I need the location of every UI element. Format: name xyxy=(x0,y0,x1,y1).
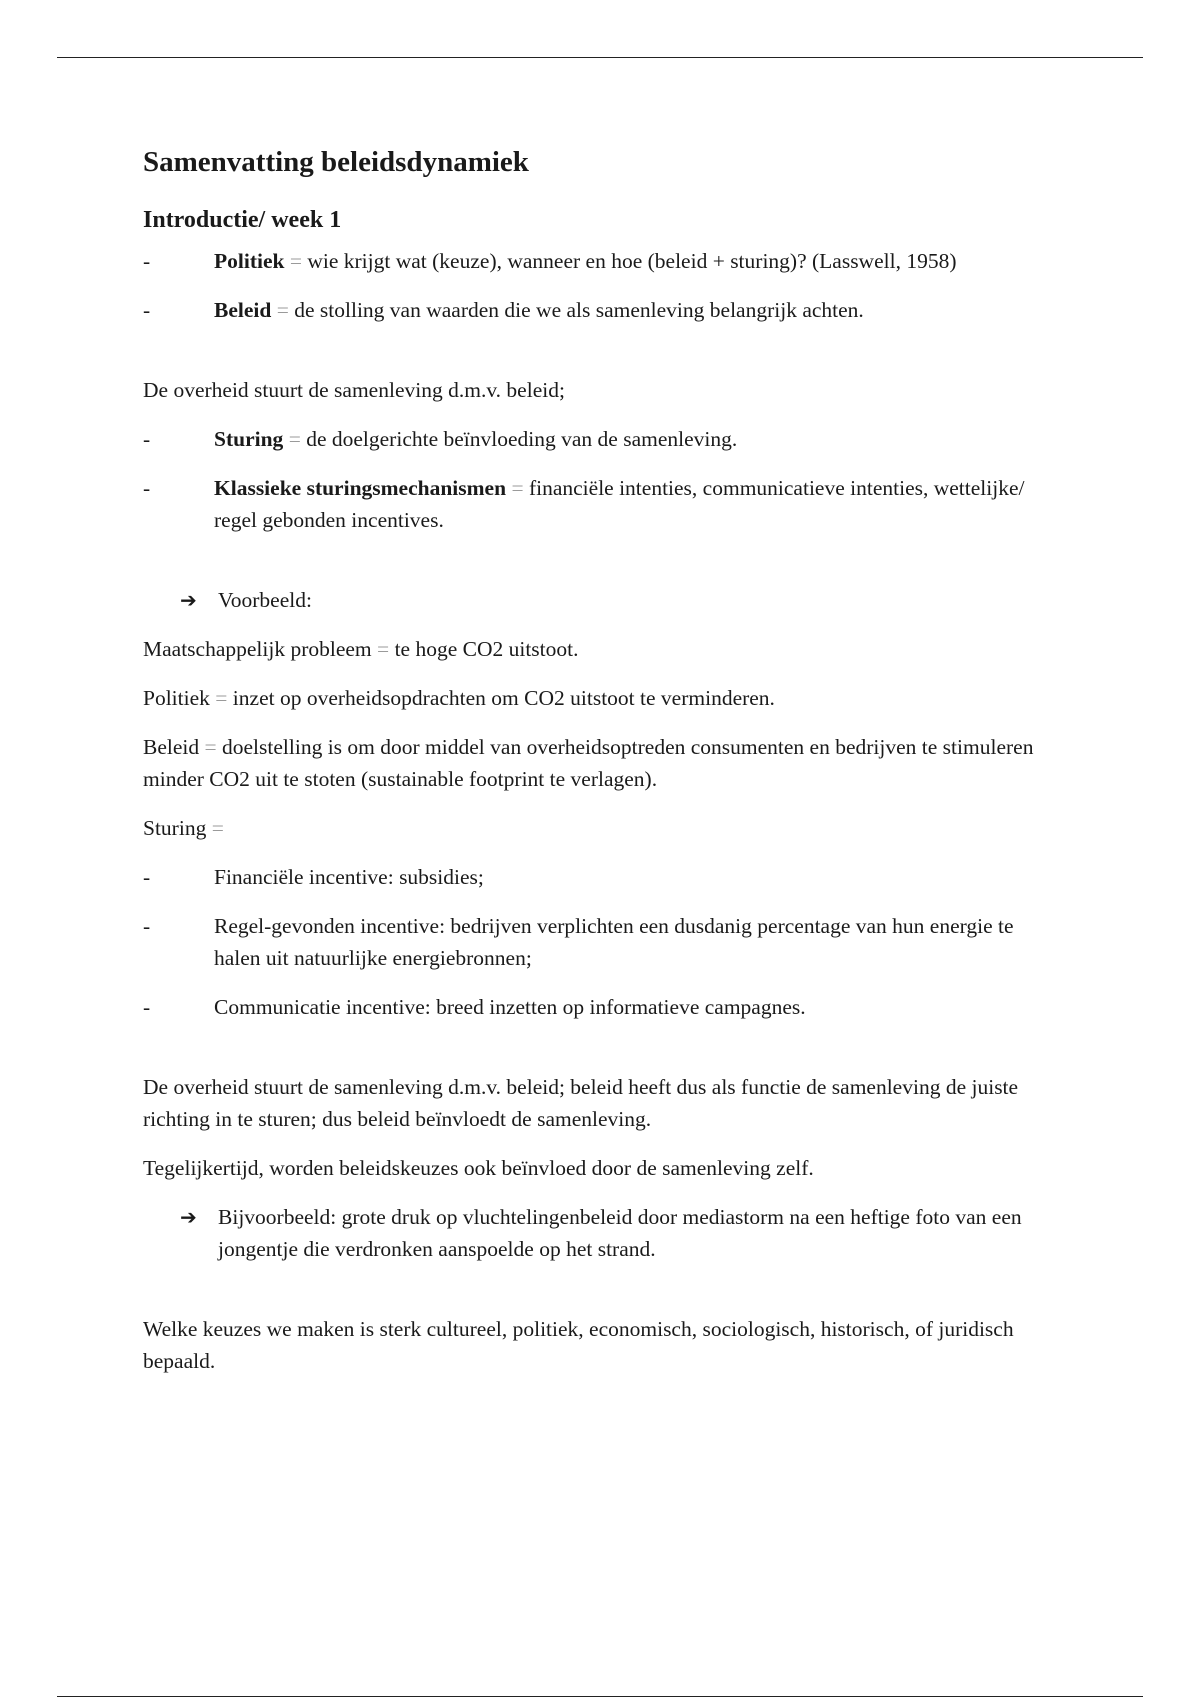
example-line-sturing xyxy=(143,812,1063,844)
list-dash: - xyxy=(143,995,151,1019)
equals-sign: = xyxy=(511,476,524,500)
bijvoorbeeld-bullet xyxy=(143,1201,1063,1265)
incentive-text: Communicatie incentive: breed inzetten op informatieve campagnes. xyxy=(214,995,806,1019)
document-body xyxy=(143,140,1063,1394)
section-heading: Introductie/ week 1 xyxy=(143,207,342,233)
incentive-text: Regel-gevonden incentive: bedrijven verplichten een dusdanig percentage van hun energie te halen uit natuurlijke energiebronnen; xyxy=(214,914,1014,970)
definition-text: de stolling van waarden die we als samenleving belangrijk achten. xyxy=(294,298,864,322)
example-text: inzet op overheidsopdrachten om CO2 uitstoot te verminderen. xyxy=(232,686,775,710)
definition-term: Politiek xyxy=(214,249,285,273)
voorbeeld-bullet xyxy=(143,584,1063,616)
definition-sturing xyxy=(143,423,1063,455)
definition-beleid xyxy=(143,294,1063,326)
definition-politiek xyxy=(143,245,1063,277)
definition-term: Sturing xyxy=(214,427,284,451)
equals-sign: = xyxy=(215,686,228,710)
incentive-item xyxy=(143,861,1063,893)
example-label: Beleid xyxy=(143,735,200,759)
example-text: te hoge CO2 uitstoot. xyxy=(394,637,579,661)
example-label: Maatschappelijk probleem xyxy=(143,637,372,661)
paragraph-tegelijkertijd: Tegelijkertijd, worden beleidskeuzes ook beïnvloed door de samenleving zelf. xyxy=(143,1156,814,1180)
bijvoorbeeld-text: Bijvoorbeeld: grote druk op vluchtelingenbeleid door mediastorm na een heftige foto van een jongentje die verdronken aanspoelde op het strand. xyxy=(218,1205,1022,1261)
equals-sign: = xyxy=(289,249,302,273)
equals-sign: = xyxy=(276,298,289,322)
list-dash: - xyxy=(143,298,151,322)
example-line-beleid xyxy=(143,731,1063,795)
example-line-probleem xyxy=(143,633,1063,665)
example-label: Politiek xyxy=(143,686,210,710)
list-dash: - xyxy=(143,427,151,451)
header-rule xyxy=(57,57,1143,58)
incentive-text: Financiële incentive: subsidies; xyxy=(214,865,484,889)
list-dash: - xyxy=(143,914,151,938)
paragraph-keuzes: Welke keuzes we maken is sterk cultureel, politiek, economisch, sociologisch, historisch, of juridisch bepaald. xyxy=(143,1317,1014,1373)
list-dash: - xyxy=(143,865,151,889)
incentive-item xyxy=(143,991,1063,1023)
list-dash: - xyxy=(143,476,151,500)
definition-text: financiële intenties, communicatieve intenties, wettelijke/ regel gebonden incentives. xyxy=(214,476,1025,532)
definition-term: Klassieke sturingsmechanismen xyxy=(214,476,507,500)
arrow-right-icon: ➔ xyxy=(180,588,197,612)
paragraph-overheid: De overheid stuurt de samenleving d.m.v. beleid; xyxy=(143,378,565,402)
example-line-politiek xyxy=(143,682,1063,714)
equals-sign: = xyxy=(211,816,224,840)
document-title: Samenvatting beleidsdynamiek xyxy=(143,146,529,178)
list-dash: - xyxy=(143,249,151,273)
example-text: doelstelling is om door middel van overheidsoptreden consumenten en bedrijven te stimuleren minder CO2 uit te stoten (sustainable footprint te verlagen). xyxy=(143,735,1034,791)
example-label: Sturing xyxy=(143,816,207,840)
paragraph-functie: De overheid stuurt de samenleving d.m.v. beleid; beleid heeft dus als functie de samenleving de juiste richting in te sturen; dus beleid beïnvloedt de samenleving. xyxy=(143,1075,1019,1131)
voorbeeld-label: Voorbeeld: xyxy=(218,588,312,612)
definition-sturingsmechanismen xyxy=(143,472,1063,536)
equals-sign: = xyxy=(288,427,301,451)
equals-sign: = xyxy=(377,637,390,661)
definition-text: de doelgerichte beïnvloeding van de samenleving. xyxy=(306,427,738,451)
equals-sign: = xyxy=(204,735,217,759)
arrow-right-icon: ➔ xyxy=(180,1205,197,1229)
definition-text: wie krijgt wat (keuze), wanneer en hoe (beleid + sturing)? (Lasswell, 1958) xyxy=(307,249,957,273)
incentive-item xyxy=(143,910,1063,974)
definition-term: Beleid xyxy=(214,298,272,322)
footer-rule xyxy=(57,1696,1143,1697)
